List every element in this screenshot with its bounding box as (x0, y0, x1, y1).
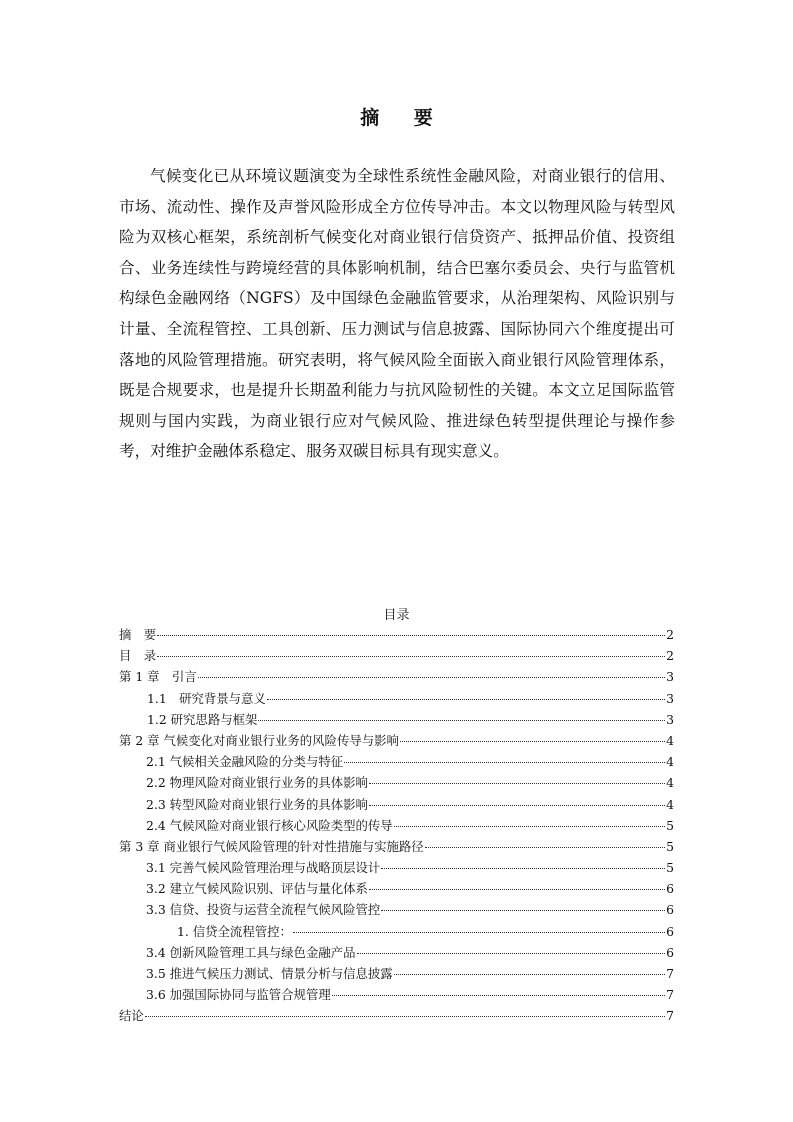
abstract-title: 摘 要 (360, 107, 447, 129)
toc-entry-label: 1.1 研究背景与意义 (147, 690, 266, 706)
toc-leader-dots (369, 782, 665, 784)
toc-entry-label: 2.2 物理风险对商业银行业务的具体影响 (146, 775, 368, 791)
toc-leader-dots (381, 867, 665, 869)
toc-entry[interactable] (119, 645, 674, 666)
toc-entry-label: 2.1 气候相关金融风险的分类与特征 (146, 754, 344, 770)
toc-entry[interactable] (119, 666, 674, 687)
toc-entry-page: 5 (666, 838, 674, 854)
toc-entry-page: 2 (666, 648, 674, 664)
toc-leader-dots (267, 698, 665, 700)
toc-entry-label: 2.3 转型风险对商业银行业务的具体影响 (146, 796, 368, 812)
toc-entry-label: 结论 (119, 1008, 144, 1024)
toc-entry[interactable] (119, 688, 674, 709)
toc-entry-label: 3.2 建立气候风险识别、评估与量化体系 (146, 881, 368, 897)
toc-leader-dots (425, 846, 665, 848)
toc-leader-dots (145, 1015, 665, 1017)
toc-entry-page: 4 (666, 775, 674, 791)
toc-entry-label: 1.2 研究思路与框架 (147, 711, 258, 727)
toc-leader-dots (258, 719, 665, 721)
toc-entry-page: 7 (666, 966, 674, 981)
toc-entry[interactable] (119, 751, 674, 772)
toc-entry[interactable] (119, 836, 674, 857)
toc-entry[interactable] (119, 921, 674, 942)
toc-entry-page: 5 (666, 817, 674, 833)
toc-entry-page: 6 (666, 902, 674, 918)
toc-entry-page: 4 (666, 796, 674, 812)
toc-entry-label: 2.4 气候风险对商业银行核心风险类型的传导 (146, 817, 393, 833)
toc-entry-page: 2 (666, 627, 674, 642)
toc-entry[interactable] (119, 794, 674, 815)
toc-title: 目录 (383, 608, 410, 623)
toc-entry[interactable] (119, 963, 674, 984)
toc-entry-label: 目 录 (119, 648, 157, 664)
toc-entry[interactable] (119, 815, 674, 836)
toc-leader-dots (400, 740, 665, 742)
toc-leader-dots (357, 952, 666, 954)
toc-entry-page: 6 (666, 944, 674, 960)
toc-leader-dots (157, 634, 665, 636)
toc-entry-label: 第 1 章 引言 (119, 669, 197, 685)
toc-entry[interactable] (119, 899, 674, 920)
toc-entry-page: 5 (666, 860, 674, 876)
toc-entry-label: 1. 信贷全流程管控： (177, 923, 292, 939)
toc-entry-page: 4 (666, 732, 674, 748)
toc-entry[interactable] (119, 942, 674, 963)
toc-entry-label: 第 3 章 商业银行气候风险管理的针对性措施与实施路径 (119, 838, 424, 854)
toc-entry[interactable] (119, 984, 674, 1005)
toc-leader-dots (394, 825, 665, 827)
toc-entry[interactable] (119, 624, 674, 645)
toc-leader-dots (381, 909, 665, 911)
toc-leader-dots (293, 931, 665, 933)
toc-entry-label: 3.6 加强国际协同与监管合规管理 (146, 987, 331, 1003)
toc-leader-dots (394, 973, 665, 975)
toc-entry-page: 3 (666, 711, 674, 727)
toc-leader-dots (369, 888, 665, 890)
toc-entry-label: 3.5 推进气候压力测试、情景分析与信息披露 (146, 966, 393, 981)
table-of-contents (119, 624, 674, 1027)
toc-entry[interactable] (119, 730, 674, 751)
toc-entry[interactable] (119, 878, 674, 899)
toc-entry-label: 摘 要 (119, 627, 157, 642)
toc-leader-dots (369, 804, 665, 806)
toc-entry-page: 7 (666, 987, 674, 1003)
toc-entry-page: 6 (666, 923, 674, 939)
toc-entry-page: 7 (666, 1008, 674, 1024)
abstract-body: 气候变化已从环境议题演变为全球性系统性金融风险，对商业银行的信用、市场、流动性、操作及声誉风险形成全方位传导冲击。本文以物理风险与转型风险为双核心框架，系统剖析气候变化对商业银行信贷资产、抵押品价值、投资组合、业务连续性与跨境经营的具体影响机制，结合巴塞尔委员会、央行与监管机构绿色金融网络（NGFS）及中国绿色金融监管要求，从治理架构、风险识别与计量、全流程管控、工具创新、压力测试与信息披露、国际协同六个维度提出可落地的风险管理措施。研究表明，将气候风险全面嵌入商业银行风险管理体系，既是合规要求，也是提升长期盈利能力与抗风险韧性的关键。本文立足国际监管规则与国内实践，为商业银行应对气候风险、推进绿色转型提供理论与操作参考，对维护金融体系稳定、服务双碳目标具有现实意义。 (119, 167, 675, 461)
toc-entry[interactable] (119, 772, 674, 793)
toc-entry[interactable] (119, 709, 674, 730)
toc-entry-page: 4 (666, 754, 674, 770)
toc-entry-page: 3 (666, 690, 674, 706)
toc-entry[interactable] (119, 857, 674, 878)
toc-leader-dots (332, 994, 665, 996)
toc-entry-page: 6 (666, 881, 674, 897)
toc-leader-dots (344, 761, 665, 763)
toc-entry-label: 第 2 章 气候变化对商业银行业务的风险传导与影响 (119, 732, 399, 748)
toc-entry-label: 3.4 创新风险管理工具与绿色金融产品 (146, 944, 356, 960)
toc-entry-label: 3.3 信贷、投资与运营全流程气候风险管控 (146, 902, 381, 918)
toc-entry-page: 3 (666, 669, 674, 685)
toc-leader-dots (157, 655, 665, 657)
toc-entry[interactable] (119, 1005, 674, 1026)
toc-entry-label: 3.1 完善气候风险管理治理与战略顶层设计 (146, 860, 381, 876)
toc-leader-dots (198, 676, 665, 678)
